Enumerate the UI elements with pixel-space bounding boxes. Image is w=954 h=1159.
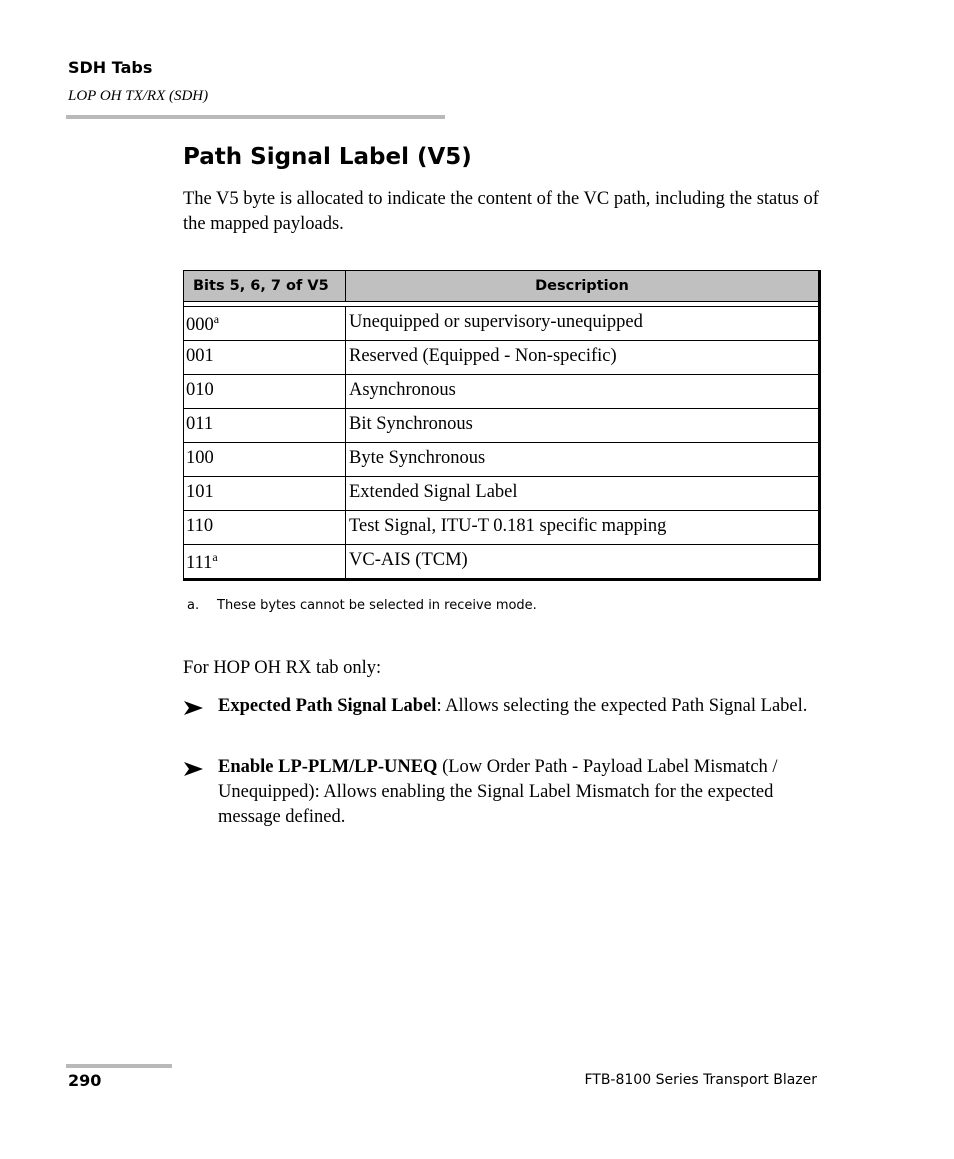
footer-rule bbox=[66, 1064, 172, 1068]
column-header-bits: Bits 5, 6, 7 of V5 bbox=[184, 271, 346, 301]
bits-cell: 101 bbox=[184, 477, 346, 510]
description-cell: Bit Synchronous bbox=[349, 414, 473, 434]
bullet-item bbox=[183, 694, 823, 719]
table-row bbox=[184, 307, 818, 341]
v5-bits-table bbox=[183, 270, 821, 581]
bullet-term: Expected Path Signal Label bbox=[218, 696, 437, 716]
header-rule bbox=[66, 115, 445, 119]
description-cell: Extended Signal Label bbox=[349, 482, 518, 502]
footnote-marker: a. bbox=[187, 598, 200, 613]
subsection-header: LOP OH TX/RX (SDH) bbox=[68, 88, 209, 104]
bits-cell: 011 bbox=[184, 409, 346, 442]
arrow-bullet-icon bbox=[183, 757, 205, 779]
document-title: FTB-8100 Series Transport Blazer bbox=[584, 1072, 817, 1088]
footnote-ref: a bbox=[213, 312, 220, 326]
bits-cell: 110 bbox=[184, 511, 346, 544]
bullet-text: (Low Order Path - Payload Label Mismatch / Unequipped): Allows enabling the Signal Label Mismatch for the expected message defined. bbox=[218, 757, 778, 827]
description-cell: Reserved (Equipped - Non-specific) bbox=[349, 346, 617, 366]
table-row bbox=[184, 511, 818, 545]
description-cell: Test Signal, ITU-T 0.181 specific mapping bbox=[349, 516, 667, 536]
bits-cell: 010 bbox=[184, 375, 346, 408]
bits-cell: 000$^a$ bbox=[184, 307, 346, 340]
table-row bbox=[184, 375, 818, 409]
page-number: 290 bbox=[68, 1071, 102, 1090]
bits-cell: 001 bbox=[184, 341, 346, 374]
description-cell: Asynchronous bbox=[349, 380, 456, 400]
bits-cell: 100 bbox=[184, 443, 346, 476]
table-row bbox=[184, 443, 818, 477]
description-cell: Byte Synchronous bbox=[349, 448, 486, 468]
table-row bbox=[184, 409, 818, 443]
hop-oh-paragraph: For HOP OH RX tab only: bbox=[183, 658, 382, 678]
section-header: SDH Tabs bbox=[68, 58, 153, 77]
bullet-term: Enable LP-PLM/LP-UNEQ bbox=[218, 757, 438, 777]
table-row bbox=[184, 341, 818, 375]
description-cell: Unequipped or supervisory-unequipped bbox=[349, 312, 643, 332]
table-header-row bbox=[184, 271, 818, 302]
table-row bbox=[184, 477, 818, 511]
footnote-text: These bytes cannot be selected in receive mode. bbox=[217, 598, 537, 613]
bullet-item bbox=[183, 755, 823, 830]
page-title: Path Signal Label (V5) bbox=[183, 144, 472, 170]
footnote-ref: a bbox=[212, 550, 218, 564]
arrow-bullet-icon bbox=[183, 696, 205, 718]
table-row bbox=[184, 545, 818, 578]
intro-paragraph: The V5 byte is allocated to indicate the content of the VC path, including the status of the mapped payloads. bbox=[183, 189, 819, 234]
description-cell: VC-AIS (TCM) bbox=[349, 550, 468, 570]
bits-cell: 111$^a$ bbox=[184, 545, 346, 578]
bullet-text: : Allows selecting the expected Path Signal Label. bbox=[436, 696, 808, 716]
column-header-description: Description bbox=[535, 278, 629, 294]
